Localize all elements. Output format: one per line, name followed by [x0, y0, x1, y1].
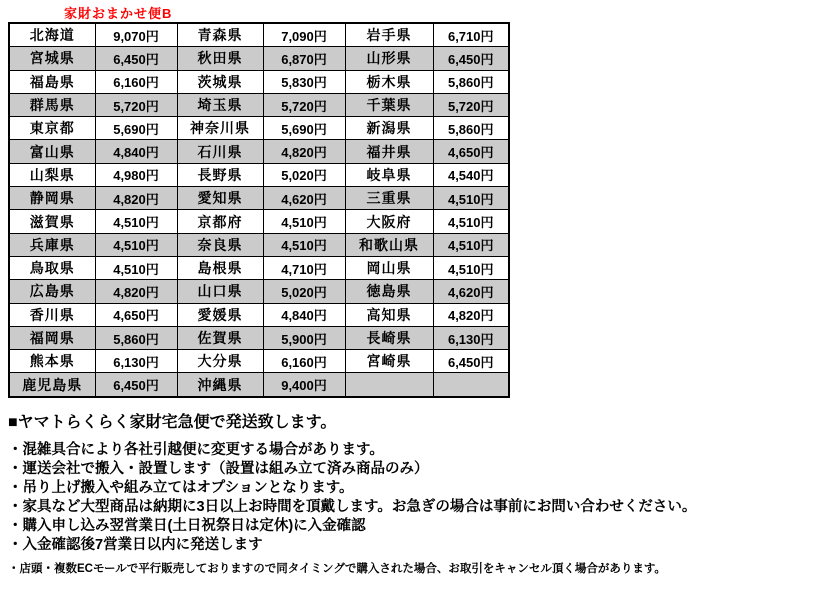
table-row — [9, 256, 509, 279]
prefecture-cell: 大阪府 — [345, 210, 433, 233]
prefecture-cell: 千葉県 — [345, 93, 433, 116]
price-cell: 4,620円 — [433, 280, 509, 303]
table-row — [9, 70, 509, 93]
prefecture-cell: 茨城県 — [177, 70, 263, 93]
table-row — [9, 93, 509, 116]
prefecture-cell: 岡山県 — [345, 256, 433, 279]
price-cell: 5,900円 — [263, 326, 345, 349]
prefecture-cell: 宮城県 — [9, 47, 95, 70]
prefecture-cell: 山形県 — [345, 47, 433, 70]
note-bullet: ・吊り上げ搬入や組み立てはオプションとなります。 — [8, 480, 354, 496]
table-row — [9, 303, 509, 326]
price-cell: 5,690円 — [263, 117, 345, 140]
price-cell: 4,620円 — [263, 187, 345, 210]
price-table-body — [9, 23, 509, 397]
prefecture-cell — [345, 373, 433, 397]
table-row — [9, 210, 509, 233]
prefecture-cell: 沖縄県 — [177, 373, 263, 397]
prefecture-cell: 愛媛県 — [177, 303, 263, 326]
notes-list — [8, 441, 818, 555]
price-cell — [433, 373, 509, 397]
price-cell: 4,510円 — [263, 233, 345, 256]
price-cell: 6,450円 — [95, 47, 177, 70]
table-row — [9, 350, 509, 373]
prefecture-cell: 北海道 — [9, 23, 95, 47]
prefecture-cell: 兵庫県 — [9, 233, 95, 256]
prefecture-cell: 埼玉県 — [177, 93, 263, 116]
shipping-price-table — [8, 22, 510, 398]
price-cell: 6,450円 — [433, 47, 509, 70]
price-cell: 6,710円 — [433, 23, 509, 47]
prefecture-cell: 栃木県 — [345, 70, 433, 93]
table-title: 家財おまかせ便B — [64, 6, 173, 21]
price-cell: 4,510円 — [433, 233, 509, 256]
price-cell: 4,510円 — [95, 233, 177, 256]
price-cell: 5,020円 — [263, 163, 345, 186]
price-cell: 6,130円 — [433, 326, 509, 349]
price-cell: 4,820円 — [433, 303, 509, 326]
price-cell: 5,860円 — [433, 70, 509, 93]
table-row — [9, 326, 509, 349]
price-cell: 4,840円 — [263, 303, 345, 326]
prefecture-cell: 宮崎県 — [345, 350, 433, 373]
prefecture-cell: 佐賀県 — [177, 326, 263, 349]
price-cell: 4,510円 — [433, 210, 509, 233]
price-cell: 4,510円 — [433, 187, 509, 210]
price-cell: 6,130円 — [95, 350, 177, 373]
table-row — [9, 117, 509, 140]
prefecture-cell: 長崎県 — [345, 326, 433, 349]
prefecture-cell: 新潟県 — [345, 117, 433, 140]
price-cell: 4,820円 — [95, 280, 177, 303]
prefecture-cell: 福井県 — [345, 140, 433, 163]
prefecture-cell: 京都府 — [177, 210, 263, 233]
prefecture-cell: 香川県 — [9, 303, 95, 326]
price-cell: 4,540円 — [433, 163, 509, 186]
prefecture-cell: 神奈川県 — [177, 117, 263, 140]
prefecture-cell: 山口県 — [177, 280, 263, 303]
price-cell: 6,160円 — [263, 350, 345, 373]
prefecture-cell: 富山県 — [9, 140, 95, 163]
prefecture-cell: 鹿児島県 — [9, 373, 95, 397]
prefecture-cell: 長野県 — [177, 163, 263, 186]
prefecture-cell: 静岡県 — [9, 187, 95, 210]
prefecture-cell: 福岡県 — [9, 326, 95, 349]
price-cell: 4,710円 — [263, 256, 345, 279]
table-row — [9, 233, 509, 256]
price-cell: 5,720円 — [433, 93, 509, 116]
table-row — [9, 187, 509, 210]
price-cell: 4,510円 — [433, 256, 509, 279]
price-cell: 6,870円 — [263, 47, 345, 70]
prefecture-cell: 三重県 — [345, 187, 433, 210]
prefecture-cell: 愛知県 — [177, 187, 263, 210]
price-cell: 5,860円 — [433, 117, 509, 140]
price-cell: 4,820円 — [95, 187, 177, 210]
prefecture-cell: 奈良県 — [177, 233, 263, 256]
table-row — [9, 23, 509, 47]
notes-footnote: ・店頭・複数ECモールで平行販売しておりますので同タイミングで購入された場合、お取引をキャンセル頂く場合があります。 — [8, 563, 666, 575]
price-cell: 6,450円 — [95, 373, 177, 397]
note-bullet: ・家具など大型商品は納期に3日以上お時間を頂戴します。お急ぎの場合は事前にお問い合わせください。 — [8, 499, 697, 515]
prefecture-cell: 福島県 — [9, 70, 95, 93]
price-cell: 9,070円 — [95, 23, 177, 47]
price-cell: 4,510円 — [95, 256, 177, 279]
table-row — [9, 47, 509, 70]
price-cell: 5,690円 — [95, 117, 177, 140]
notes-section — [8, 412, 818, 576]
prefecture-cell: 広島県 — [9, 280, 95, 303]
table-row — [9, 163, 509, 186]
table-row — [9, 373, 509, 397]
note-bullet: ・購入申し込み翌営業日(土日祝祭日は定休)に入金確認 — [8, 518, 366, 534]
prefecture-cell: 和歌山県 — [345, 233, 433, 256]
price-cell: 6,450円 — [433, 350, 509, 373]
price-cell: 5,830円 — [263, 70, 345, 93]
price-cell: 5,720円 — [95, 93, 177, 116]
prefecture-cell: 滋賀県 — [9, 210, 95, 233]
note-bullet: ・運送会社で搬入・設置します（設置は組み立て済み商品のみ） — [8, 461, 429, 477]
price-cell: 9,400円 — [263, 373, 345, 397]
note-bullet: ・混雑具合により各社引越便に変更する場合があります。 — [8, 442, 384, 458]
price-cell: 4,510円 — [263, 210, 345, 233]
price-cell: 5,860円 — [95, 326, 177, 349]
table-row — [9, 140, 509, 163]
prefecture-cell: 秋田県 — [177, 47, 263, 70]
price-cell: 7,090円 — [263, 23, 345, 47]
price-cell: 4,840円 — [95, 140, 177, 163]
price-cell: 4,980円 — [95, 163, 177, 186]
prefecture-cell: 岐阜県 — [345, 163, 433, 186]
prefecture-cell: 島根県 — [177, 256, 263, 279]
prefecture-cell: 大分県 — [177, 350, 263, 373]
notes-heading: ■ヤマトらくらく家財宅急便で発送致します。 — [8, 414, 337, 431]
prefecture-cell: 岩手県 — [345, 23, 433, 47]
prefecture-cell: 徳島県 — [345, 280, 433, 303]
price-cell: 4,510円 — [95, 210, 177, 233]
price-cell: 6,160円 — [95, 70, 177, 93]
prefecture-cell: 熊本県 — [9, 350, 95, 373]
price-cell: 4,820円 — [263, 140, 345, 163]
price-cell: 5,020円 — [263, 280, 345, 303]
prefecture-cell: 群馬県 — [9, 93, 95, 116]
prefecture-cell: 山梨県 — [9, 163, 95, 186]
prefecture-cell: 鳥取県 — [9, 256, 95, 279]
prefecture-cell: 東京都 — [9, 117, 95, 140]
prefecture-cell: 高知県 — [345, 303, 433, 326]
note-bullet: ・入金確認後7営業日以内に発送します — [8, 537, 263, 553]
price-cell: 4,650円 — [433, 140, 509, 163]
price-cell: 5,720円 — [263, 93, 345, 116]
prefecture-cell: 石川県 — [177, 140, 263, 163]
prefecture-cell: 青森県 — [177, 23, 263, 47]
price-cell: 4,650円 — [95, 303, 177, 326]
table-row — [9, 280, 509, 303]
